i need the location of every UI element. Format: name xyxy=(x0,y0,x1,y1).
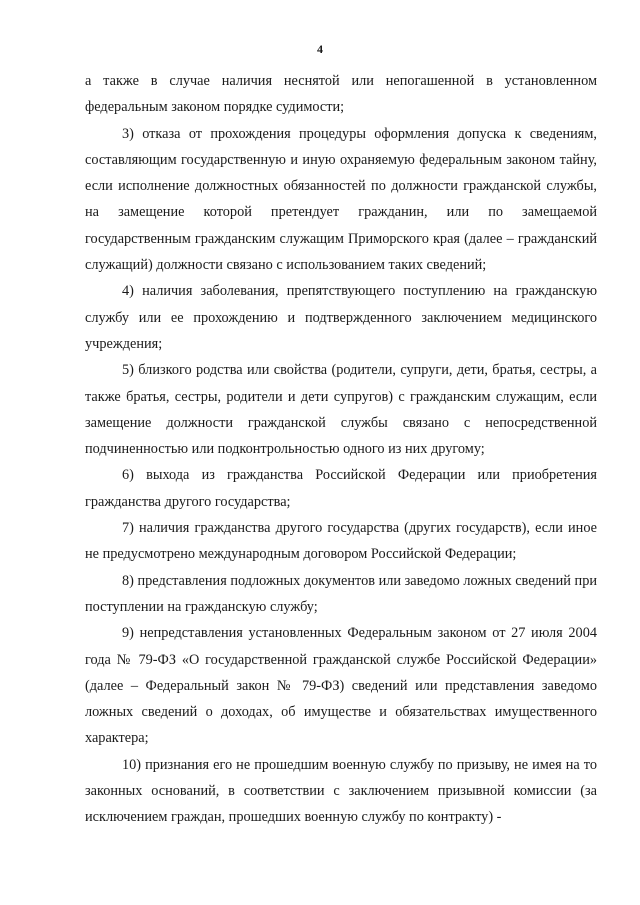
paragraph: 6) выхода из гражданства Российской Федерации или приобретения гражданства другого государства; xyxy=(85,467,597,510)
paragraph: 5) близкого родства или свойства (родители, супруги, дети, братья, сестры, а также братья, сестры, родители и дети супругов) с гражданским служащим, если замещение должности гражданской службы связано с непосредственной подчиненностью или подконтрольностью одного из них другому; xyxy=(85,362,597,458)
paragraph: 7) наличия гражданства другого государства (других государств), если иное не предусмотрено международным договором Российской Федерации; xyxy=(85,520,597,563)
paragraph: 4) наличия заболевания, препятствующего поступлению на гражданскую службу или ее прохождению и подтвержденного заключением медицинского учреждения; xyxy=(85,283,597,352)
paragraph: а также в случае наличия неснятой или непогашенной в установленном федеральным законом порядке судимости; xyxy=(85,73,597,116)
paragraph: 8) представления подложных документов или заведомо ложных сведений при поступлении на гражданскую службу; xyxy=(85,572,597,615)
paragraph: 3) отказа от прохождения процедуры оформления допуска к сведениям, составляющим государственную и иную охраняемую федеральным законом тайну, если исполнение должностных обязанностей по должности гражданской службы, на замещение которой претендует гражданин, или по замещаемой государственным гражданским служащим Приморского края (далее – гражданский служащий) должности связано с использованием таких сведений; xyxy=(85,125,597,274)
document-body xyxy=(85,68,597,831)
paragraph: 10) признания его не прошедшим военную службу по призыву, не имея на то законных оснований, в соответствии с заключением призывной комиссии (за исключением граждан, прошедших военную службу по контракту) - xyxy=(85,756,597,826)
paragraph: 9) непредставления установленных Федеральным законом от 27 июля 2004 года № 79-ФЗ «О государственной гражданской службе Российской Федерации» (далее – Федеральный закон № 79-ФЗ) сведений или представления заведомо ложных сведений о доходах, об имуществе и обязательствах имущественного характера; xyxy=(85,625,597,747)
page-number: 4 xyxy=(317,42,323,56)
